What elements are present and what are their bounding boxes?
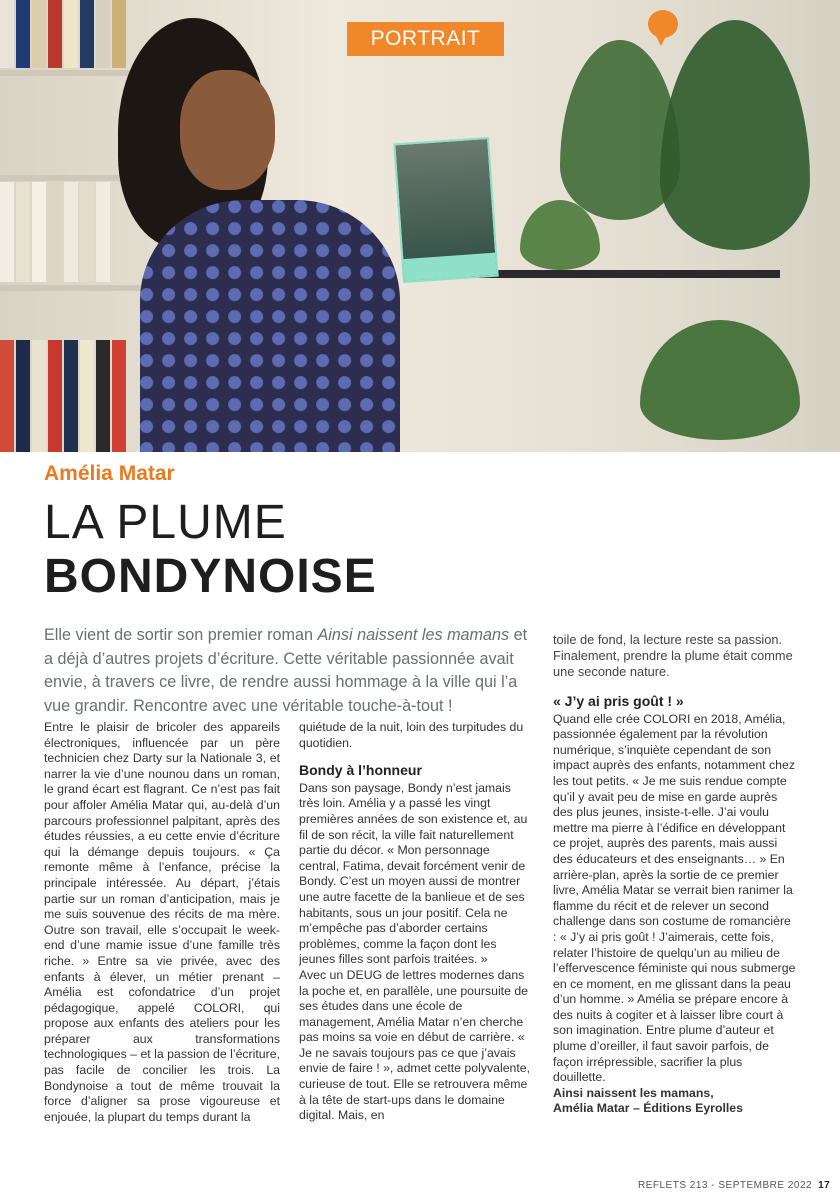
books-row <box>0 340 126 452</box>
paragraph: Avec un DEUG de lettres modernes dans la poche et, en parallèle, une poursuite de ses études dans une école de management, Amélia Matar n’en cherche pas moins sa voie en début de carrière. « Je ne savais toujours pas ce que j’avais envie de faire ! », admet cette polyvalente, curieuse de tout. Elle se retrouvera même à la tête de start-ups dans le domaine digital. Mais, en <box>299 967 531 1123</box>
paragraph: toile de fond, la lecture reste sa passion. Finalement, prendre la plume était comme une seconde nature. <box>553 632 793 679</box>
woman-face <box>180 70 275 190</box>
plant <box>640 320 800 440</box>
books-row <box>0 0 126 68</box>
books-row <box>0 182 110 282</box>
book-credit: Ainsi naissent les mamans, Amélia Matar – Éditions Eyrolles <box>553 1085 743 1116</box>
paragraph: Quand elle crée COLORI en 2018, Amélia, passionnée également par la révolution numérique, s’inquiète cependant de son impact auprès des enfants, notamment chez les tout petits. « Je me suis rendue compte qu’il y avait peu de mise en garde auprès des plus jeunes, insiste-t-elle. J’ai voulu mettre ma pierre à l’édifice en développant ce projet, auprès des parents, mais aussi des éducateurs et des enseignants… » En arrière-plan, après la sortie de ce premier livre, Amélia Matar se verrait bien ranimer la flamme du récit et de relever un second challenge dans son costume de romancière : « J’y ai pris goût ! J’aimerais, cette fois, relater l’histoire de quelqu’un au milieu de l’effervescence féministe qui nous submerge en ce moment, en me glissant dans la peau d’un homme. » Amélia se prépare encore à des nuits à cogiter et à laisser libre court à son imagination. Entre plume d’auteur et plume d’oreiller, il faut savoir parfois, de façon irrépressible, sacrifier la plus douillette. <box>553 711 796 1085</box>
paragraph: quiétude de la nuit, loin des turpitudes du quotidien. <box>299 720 524 750</box>
subheading: Bondy à l’honneur <box>299 762 422 779</box>
book-title: Ainsi naissent les mamans <box>317 626 510 644</box>
page-number: 17 <box>818 1180 831 1191</box>
column-2 <box>299 720 533 1124</box>
plant-table <box>470 270 780 278</box>
speech-bubble-icon <box>648 10 678 38</box>
subheading: « J’y ai pris goût ! » <box>553 693 684 709</box>
column-3 <box>553 632 797 1117</box>
page-footer <box>638 1180 830 1191</box>
woman-body <box>140 200 400 452</box>
rubric-badge: PORTRAIT <box>347 22 504 56</box>
chapo: Elle vient de sortir son premier roman Ainsi naissent les mamans et a déjà d’autres projets d’écriture. Cette véritable passionnée avait envie, à travers ce livre, de rendre aussi hommage à la ville qui l’a vue grandir. Rencontre avec une véritable touche-à-tout ! <box>44 626 528 715</box>
plant <box>660 20 810 250</box>
column-1 <box>44 720 280 1125</box>
title-line-2: BONDYNOISE <box>44 550 377 603</box>
kicker: Amélia Matar <box>44 462 175 485</box>
title-line-1: LA PLUME <box>44 496 287 549</box>
paragraph: Dans son paysage, Bondy n’est jamais très loin. Amélia y a passé les vingt premières années de son existence et, au fil de son récit, la ville fait naturellement partie du décor. « Mon personnage central, Fatima, devait forcément venir de Bondy. C’est un moyen aussi de montrer une autre facette de la banlieue et de ses habitants, sous un jour positif. Cela ne m’empêche pas d’aborder certains problèmes, comme la façon dont les jeunes filles sont parfois traitées. » <box>299 780 528 967</box>
issue-label: REFLETS 213 - SEPTEMBRE 2022 <box>638 1180 813 1191</box>
portrait-photo <box>0 0 840 452</box>
paragraph: Entre le plaisir de bricoler des appareils électroniques, influencée par un père technicien chez Darty sur la Nationale 3, et narrer la vie d’une nounou dans un roman, le grand écart est flagrant. Ce n’est pas fait pour affoler Amélia Matar qui, au-delà d’un parcours professionnel palpitant, après des études réussies, a eu cette envie d’écriture qui la démange depuis toujours. « Ça remonte même à l’enfance, précise la principale intéressée. Au départ, j’étais partie sur un roman d’anticipation, mais je me suis souvenue des récits de ma mère. Outre son travail, elle s’occupait le week-end d’une mamie issue d’une famille très riche. » Entre sa vie privée, avec des enfants à élever, un métier prenant – Amélia est cofondatrice d’un projet pédagogique, appelé COLORI, qui propose aux enfants des ateliers pour les préparer aux transformations technologiques – et la passion de l’écriture, pas facile de concilier les trois. La Bondynoise a tout de même trouvait la force d’aligner sa prose vigoureuse et enjouée, la plupart du temps durant la <box>44 720 280 1124</box>
book-cover <box>393 137 499 283</box>
